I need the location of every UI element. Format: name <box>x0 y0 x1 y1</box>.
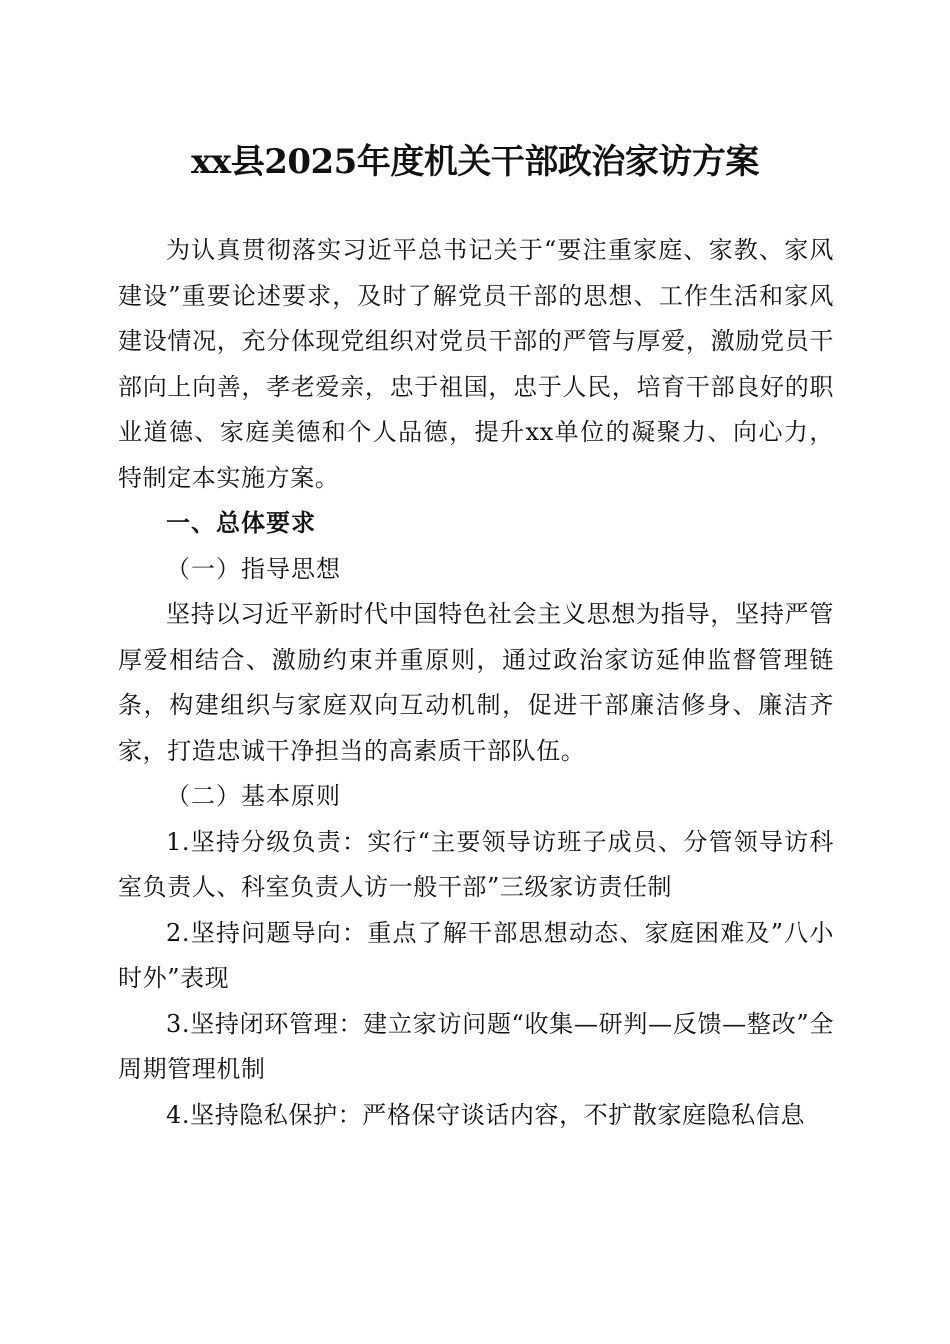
document-title: xx县2025年度机关干部政治家访方案 <box>191 142 759 182</box>
principle-item: 3.坚持闭环管理：建立家访问题“收集—研判—反馈—整改”全周期管理机制 <box>118 1009 834 1083</box>
principle-item: 1.坚持分级负责：实行“主要领导访班子成员、分管领导访科室负责人、科室负责人访一般干部”三级家访责任制 <box>118 827 834 901</box>
principle-item: 2.坚持问题导向：重点了解干部思想动态、家庭困难及”八小时外”表现 <box>118 918 834 992</box>
intro-paragraph: 为认真贯彻落实习近平总书记关于“要注重家庭、家教、家风建设”重要论述要求，及时了解党员干部的思想、工作生活和家风建设情况，充分体现党组织对党员干部的严管与厚爱，激励党员干部向上向善，孝老爱亲，忠于祖国，忠于人民，培育干部良好的职业道德、家庭美德和个人品德，提升xx单位的凝聚力、向心力，特制定本实施方案。 <box>118 236 834 492</box>
document-body <box>118 228 834 1138</box>
principle-item: 4.坚持隐私保护：严格保守谈话内容，不扩散家庭隐私信息 <box>166 1100 806 1129</box>
subsection-heading-basic-principles: （二）基本原则 <box>166 782 341 810</box>
section-heading-overall-requirements: 一、总体要求 <box>166 509 316 537</box>
guiding-thought-paragraph: 坚持以习近平新时代中国特色社会主义思想为指导，坚持严管厚爱相结合、激励约束并重原则，通过政治家访延伸监督管理链条，构建组织与家庭双向互动机制，促进干部廉洁修身、廉洁齐家，打造忠诚干净担当的高素质干部队伍。 <box>118 600 834 765</box>
subsection-heading-guiding-thought: （一）指导思想 <box>166 554 341 583</box>
